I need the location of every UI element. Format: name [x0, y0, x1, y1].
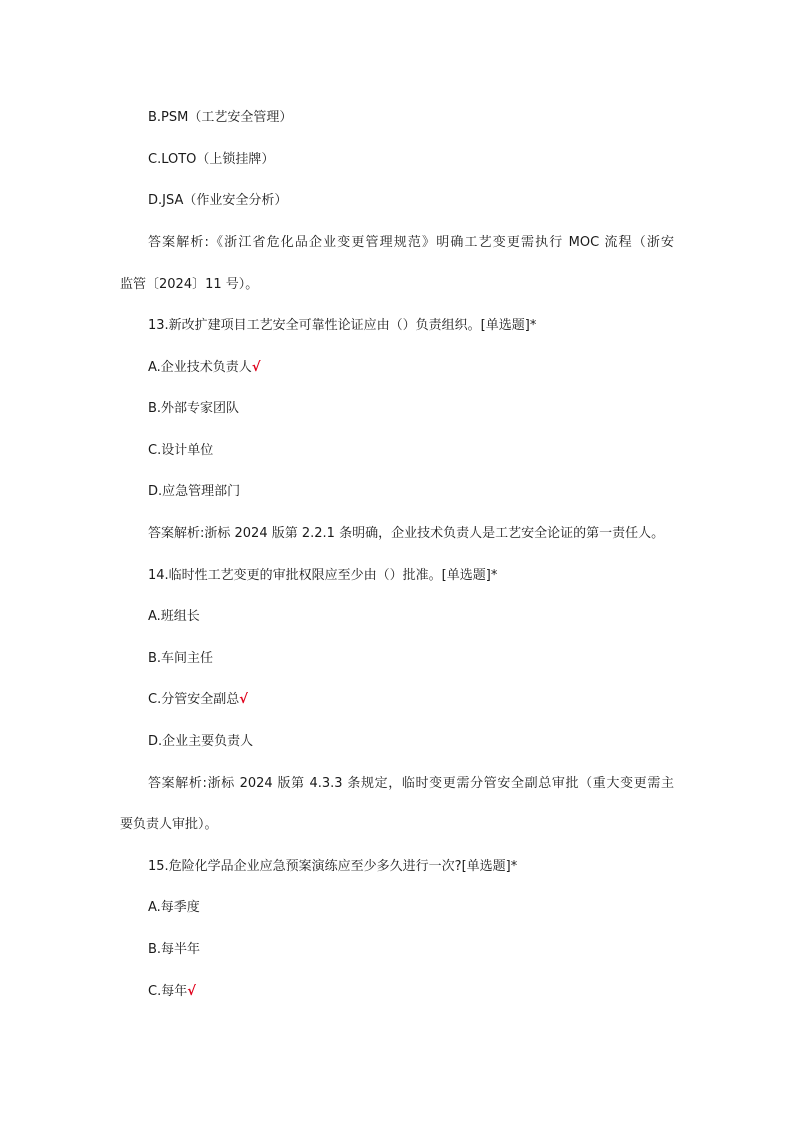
- option-d-14: [148, 733, 253, 751]
- option-c-13: [148, 442, 213, 460]
- option-d-13: [148, 483, 240, 501]
- explanation-text: 答案解析:浙标 2024 版第 4.3.3 条规定，临时变更需分管安全副总审批（重大变更需主: [148, 776, 674, 791]
- option-text: A.每季度: [148, 900, 200, 915]
- option-text: D.JSA（作业安全分析）: [148, 193, 288, 208]
- option-text: B.PSM（工艺安全管理）: [148, 110, 293, 125]
- answer-explanation-12-cont: [120, 276, 258, 294]
- explanation-text: 监管〔2024〕11 号）。: [120, 277, 259, 292]
- question-text: 13.新改扩建项目工艺安全可靠性论证应由（）负责组织。[单选题]*: [148, 318, 537, 333]
- option-text: C.每年: [148, 984, 188, 999]
- option-d-jsa: [148, 192, 287, 210]
- question-text: 15.危险化学品企业应急预案演练应至少多久进行一次?[单选题]*: [148, 859, 518, 874]
- option-text: D.应急管理部门: [148, 484, 241, 499]
- option-b-14: [148, 650, 213, 668]
- answer-explanation-14: [148, 775, 674, 793]
- explanation-text: 答案解析:浙标 2024 版第 2.2.1 条明确，企业技术负责人是工艺安全论证的第一责任人。: [148, 526, 665, 541]
- option-text: C.设计单位: [148, 443, 214, 458]
- option-b-13: [148, 400, 239, 418]
- option-text: A.班组长: [148, 609, 200, 624]
- answer-explanation-12: [148, 234, 674, 252]
- option-text: B.每半年: [148, 942, 201, 957]
- explanation-text: 要负责人审批）。: [120, 817, 218, 832]
- correct-check-icon: √: [239, 692, 248, 707]
- correct-check-icon: √: [251, 360, 261, 375]
- correct-check-icon: √: [187, 984, 196, 999]
- option-c-15: [148, 983, 196, 1001]
- option-c-loto: [148, 151, 274, 169]
- question-15: [148, 858, 517, 876]
- option-b-15: [148, 941, 200, 959]
- option-text: C.LOTO（上锁挂牌）: [148, 152, 275, 167]
- option-b-psm: [148, 109, 292, 127]
- option-text: A.企业技术负责人: [148, 360, 252, 375]
- question-14: [148, 567, 497, 585]
- answer-explanation-13: [148, 525, 664, 543]
- option-text: B.外部专家团队: [148, 401, 240, 416]
- question-text: 14.临时性工艺变更的审批权限应至少由（）批准。[单选题]*: [148, 568, 498, 583]
- explanation-text: 答案解析:《浙江省危化品企业变更管理规范》明确工艺变更需执行 MOC 流程（浙安: [148, 235, 674, 250]
- option-a-15: [148, 899, 200, 917]
- option-a-13: [148, 359, 260, 377]
- option-text: D.企业主要负责人: [148, 734, 254, 749]
- answer-explanation-14-cont: [120, 816, 218, 834]
- option-a-14: [148, 608, 200, 626]
- option-text: C.分管安全副总: [148, 692, 240, 707]
- option-c-14: [148, 691, 248, 709]
- option-text: B.车间主任: [148, 651, 214, 666]
- question-13: [148, 317, 536, 335]
